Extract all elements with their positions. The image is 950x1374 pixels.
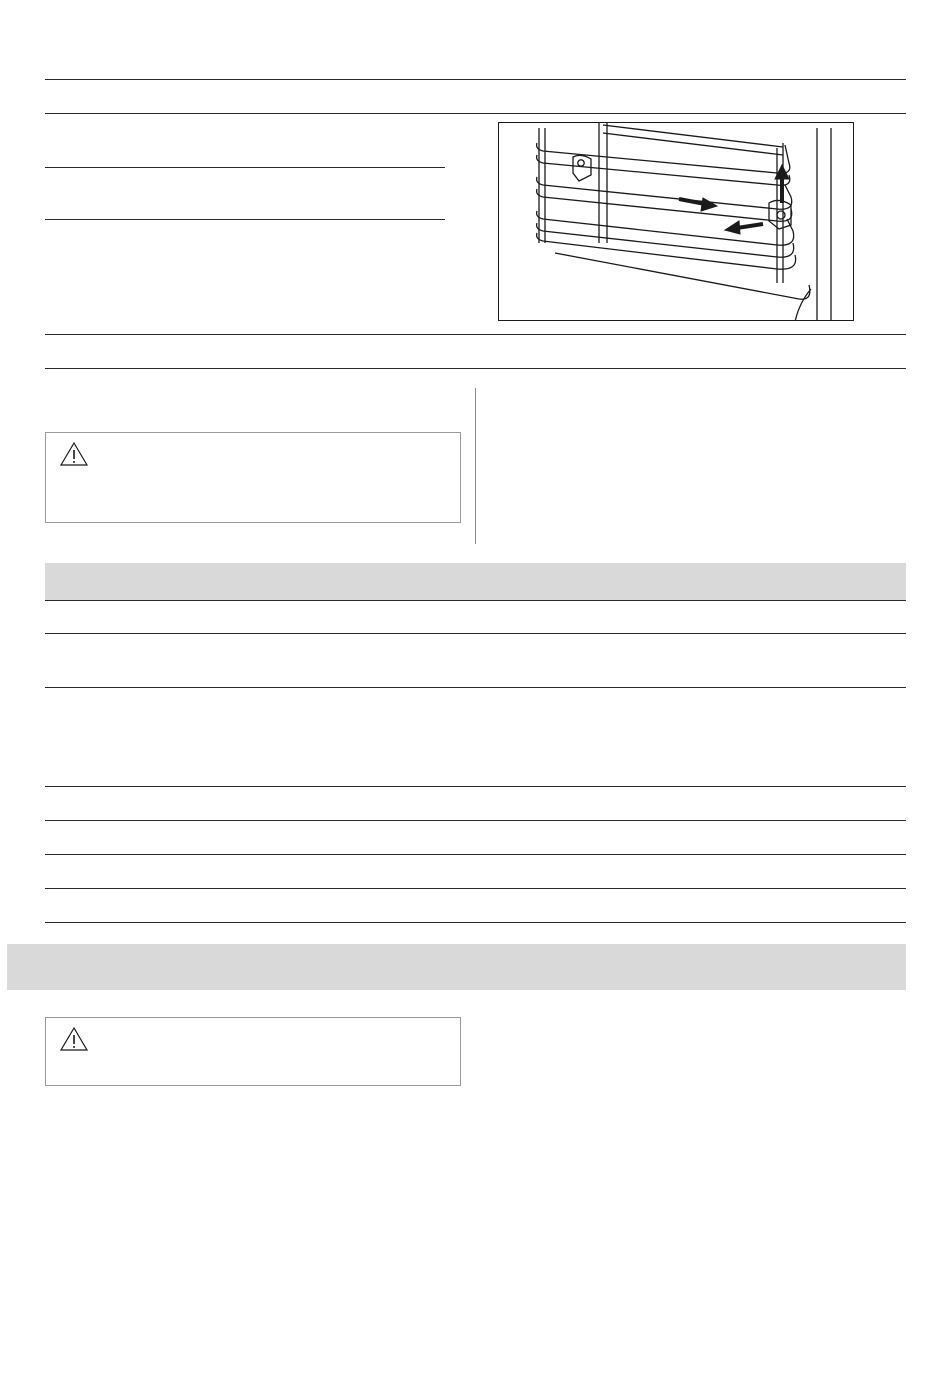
section-top-rule bbox=[45, 79, 906, 80]
table-row-rule bbox=[45, 786, 906, 787]
table-row-rule bbox=[45, 687, 906, 688]
section-rule bbox=[45, 113, 906, 114]
warning-box bbox=[45, 432, 461, 523]
step-rule bbox=[45, 167, 445, 168]
column-divider bbox=[475, 388, 476, 544]
table-row-rule bbox=[45, 888, 906, 889]
table-row-rule bbox=[45, 633, 906, 634]
section-heading-band bbox=[7, 944, 906, 990]
warning-triangle-icon bbox=[59, 441, 89, 467]
table-bottom-rule bbox=[45, 922, 906, 923]
table-header bbox=[45, 563, 906, 600]
table-header-bottom-rule bbox=[45, 600, 906, 601]
oven-shelf-support-removal-illustration bbox=[499, 123, 854, 321]
section-rule bbox=[45, 368, 906, 369]
warning-box bbox=[45, 1017, 461, 1086]
section-rule bbox=[45, 334, 906, 335]
table-row-rule bbox=[45, 854, 906, 855]
table-row-rule bbox=[45, 820, 906, 821]
shelf-support-figure bbox=[498, 122, 854, 321]
step-rule bbox=[45, 219, 445, 220]
warning-triangle-icon bbox=[59, 1026, 89, 1052]
